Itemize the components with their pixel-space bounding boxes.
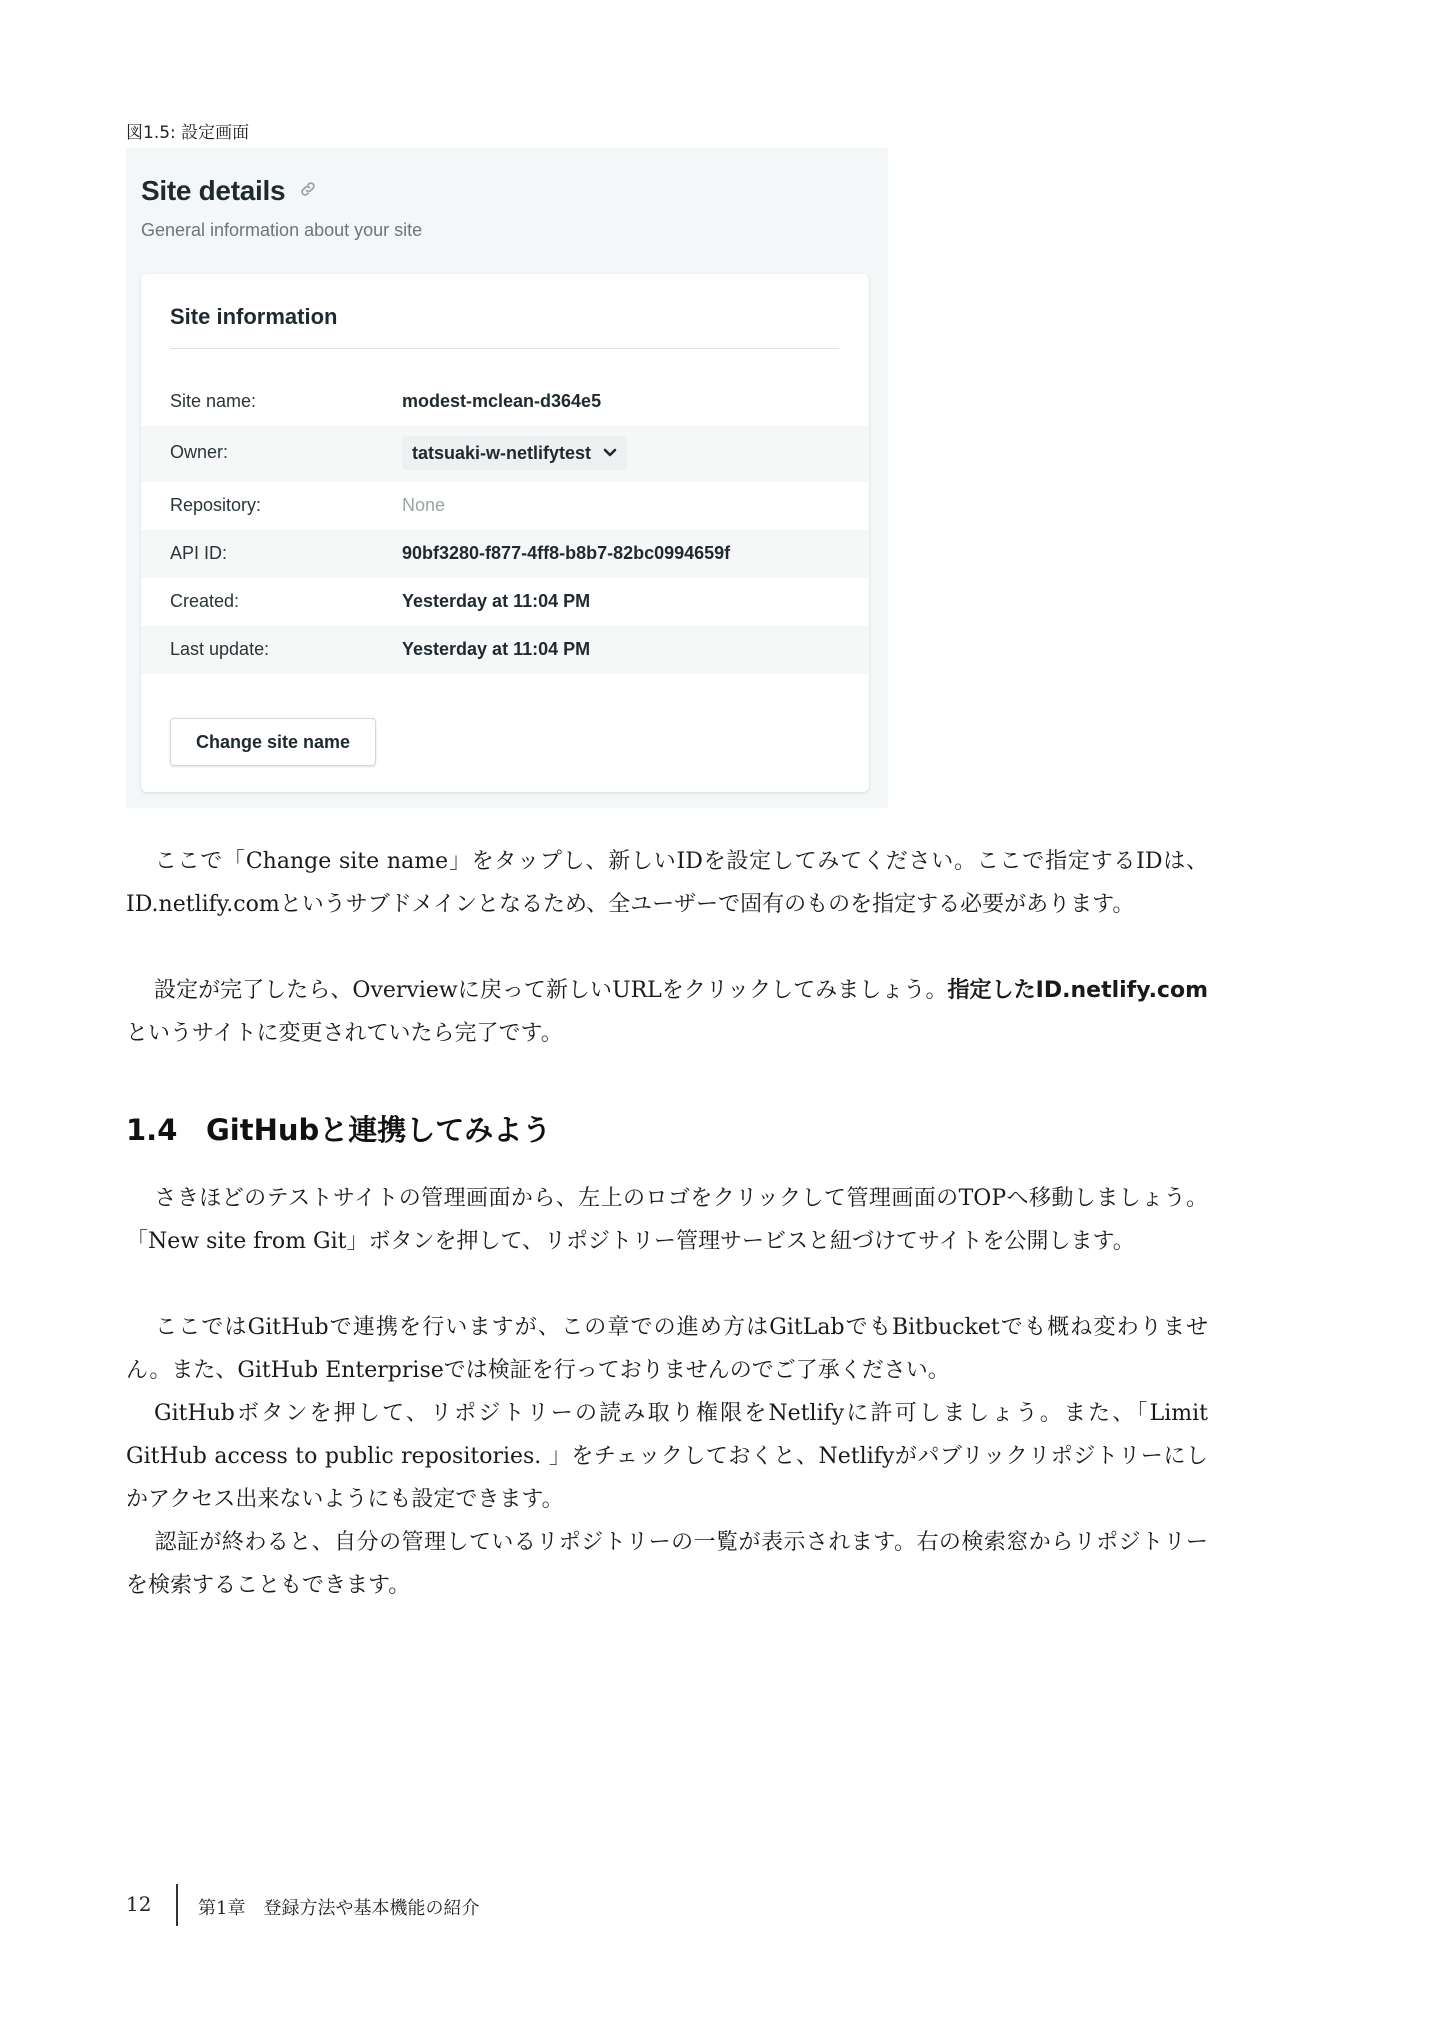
site-details-title-text: Site details (141, 175, 286, 206)
row-label: Last update: (170, 639, 270, 659)
section-heading (126, 1108, 551, 1149)
site-details-title (141, 175, 317, 207)
site-name-value: modest-mclean-d364e5 (402, 391, 602, 411)
paragraph-2 (126, 969, 1208, 1055)
row-label: API ID: (170, 543, 228, 563)
paragraph-3-text: さきほどのテストサイトの管理画面から、左上のロゴをクリックして管理画面のTOPへ移動しましょう。「New site from Git」ボタンを押して、リポジトリー管理サービスと紐づけてサイトを公開します。 (126, 1186, 1208, 1254)
row-label: Repository: (170, 495, 262, 515)
row-label: Owner: (170, 442, 229, 462)
row-label: Site name: (170, 391, 257, 411)
api-id-value: 90bf3280-f877-4ff8-b8b7-82bc0994659f (402, 543, 731, 563)
paragraph-1-text: ここで「Change site name」をタップし、新しいIDを設定してみてください。ここで指定するIDは、ID.netlify.comというサブドメインとなるため、全ユーザーで固有のものを指定する必要があります。 (126, 849, 1208, 917)
paragraph-4-text: ここではGitHubで連携を行いますが、この章での進め方はGitLabでもBitbucketでも概ね変わりません。また、GitHub Enterpriseでは検証を行っておりませんのでご了承ください。 (126, 1315, 1208, 1383)
paragraph-2-text-b: というサイトに変更されていたら完了です。 (126, 1021, 563, 1046)
paragraph-1 (126, 840, 1208, 926)
divider (170, 348, 839, 349)
change-site-name-button[interactable]: Change site name (170, 718, 376, 766)
owner-select[interactable] (402, 436, 627, 470)
paragraph-3 (126, 1177, 1208, 1263)
paragraph-2-bold: 指定したID.netlify.com (947, 978, 1208, 1003)
page-number: 12 (126, 1892, 152, 1916)
card-title: Site information (170, 304, 338, 329)
row-owner (141, 426, 869, 482)
paragraph-5-text: GitHubボタンを押して、リポジトリーの読み取り権限をNetlifyに許可しましょう。また、「Limit GitHub access to public repositories. 」をチェックしておくと、Netlifyがパブリックリポジトリーにしかアクセス出来ないようにも設定できます。 (126, 1401, 1208, 1512)
footer-divider (176, 1884, 178, 1926)
paragraph-5 (126, 1392, 1208, 1521)
row-repository (141, 482, 869, 530)
chevron-down-icon (603, 448, 617, 458)
settings-screenshot (126, 148, 888, 808)
last-update-value: Yesterday at 11:04 PM (402, 639, 591, 659)
row-created (141, 578, 869, 626)
site-information-card (141, 274, 869, 792)
link-icon[interactable] (299, 180, 317, 198)
section-number: 1.4 (126, 1113, 178, 1147)
row-last-update (141, 626, 869, 674)
paragraph-6-text: 認証が終わると、自分の管理しているリポジトリーの一覧が表示されます。右の検索窓からリポジトリーを検索することもできます。 (126, 1530, 1208, 1598)
owner-select-value: tatsuaki-w-netlifytest (412, 443, 592, 463)
paragraph-2-text-a: 設定が完了したら、Overviewに戻って新しいURLをクリックしてみましょう。 (154, 978, 948, 1003)
section-title: GitHubと連携してみよう (206, 1113, 552, 1147)
row-label: Created: (170, 591, 240, 611)
created-value: Yesterday at 11:04 PM (402, 591, 591, 611)
row-site-name (141, 378, 869, 426)
site-details-subtitle: General information about your site (141, 220, 423, 240)
row-api-id (141, 530, 869, 578)
figure-caption: 図1.5: 設定画面 (126, 123, 250, 143)
running-footer-chapter: 第1章 登録方法や基本機能の紹介 (198, 1898, 480, 1919)
repository-value: None (402, 495, 446, 515)
paragraph-6 (126, 1521, 1208, 1607)
paragraph-4 (126, 1306, 1208, 1392)
